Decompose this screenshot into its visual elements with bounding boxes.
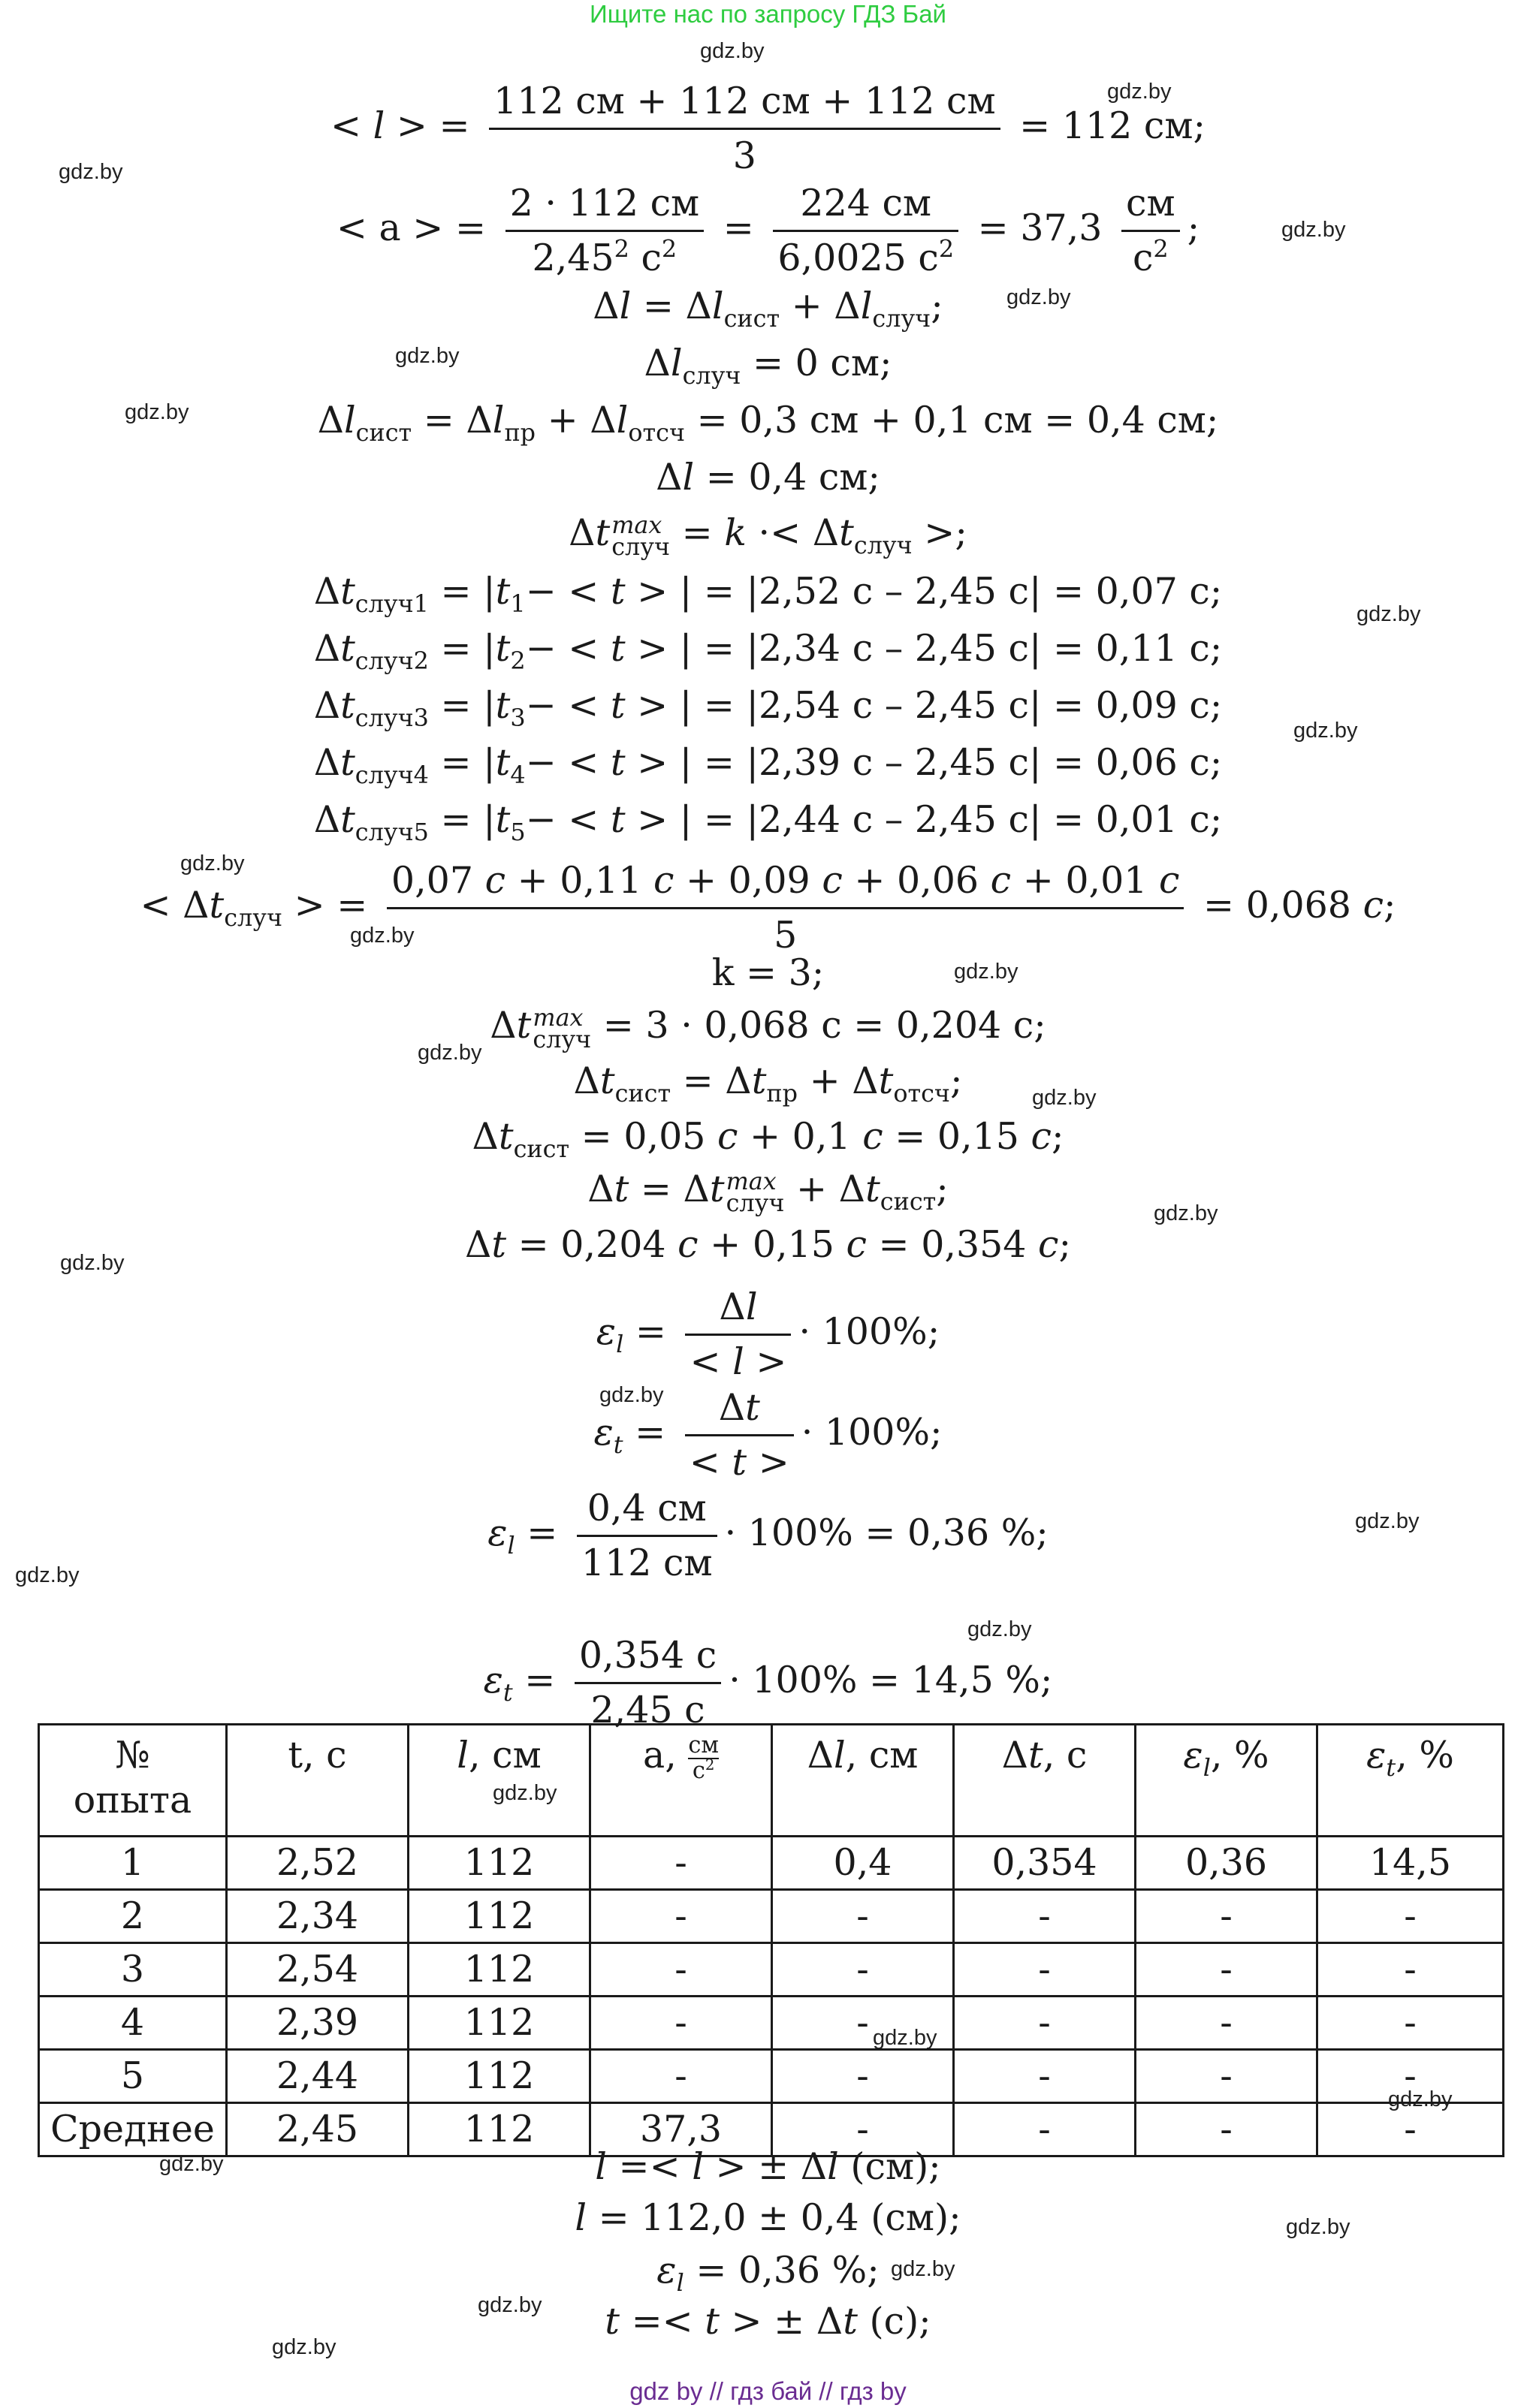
table-cell: - xyxy=(590,1943,772,1997)
watermark: gdz.by xyxy=(180,851,245,875)
header-eps-l: $\varepsilon_l$, % xyxy=(1136,1725,1317,1837)
table-row xyxy=(39,2050,1504,2103)
watermark: gdz.by xyxy=(59,160,123,184)
watermark: gdz.by xyxy=(125,400,189,424)
watermark: gdz.by xyxy=(1293,719,1358,743)
eq-eps-t-def: $\varepsilon_t$ = $\frac{\Delta t}{< t >}$ · 100%; xyxy=(0,1382,1536,1489)
watermark: gdz.by xyxy=(1281,218,1346,242)
table-row xyxy=(39,1997,1504,2050)
table-cell: 112 xyxy=(409,1997,590,2050)
table-cell: 2,44 xyxy=(227,2050,409,2103)
table-cell: - xyxy=(590,1997,772,2050)
table-cell: - xyxy=(1136,1943,1317,1997)
table-cell: 37,3 xyxy=(590,2103,772,2156)
eq-eps-t: $\varepsilon_t$ = $\frac{0,354 с}{2,45 с}$ · 100% = 14,5 %; xyxy=(0,1629,1536,1737)
table-cell: 2,34 xyxy=(227,1890,409,1943)
table-cell: - xyxy=(590,1890,772,1943)
eq-dl-sys: $\Delta l_{сист} = \Delta l_{пр} + \Delta l_{отсч} = 0,3$ см + 0,1 см = 0,4 см; xyxy=(317,399,1219,448)
header-dl: Δl, см xyxy=(772,1725,954,1837)
watermark: gdz.by xyxy=(954,960,1018,984)
table-cell: 112 xyxy=(409,1890,590,1943)
table-cell: - xyxy=(772,1890,954,1943)
eq-dt-sys: $\Delta t_{сист} = 0,05$ с + 0,1 с = 0,15 с; xyxy=(472,1115,1064,1164)
table-cell: - xyxy=(1317,1890,1504,1943)
table-cell: 2,45 xyxy=(227,2103,409,2156)
table-cell: 112 xyxy=(409,1837,590,1890)
watermark: gdz.by xyxy=(1154,1201,1218,1225)
table-cell: 3 xyxy=(39,1943,227,1997)
watermark: gdz.by xyxy=(395,344,460,368)
table-row xyxy=(39,1890,1504,1943)
watermark: gdz.by xyxy=(891,2257,955,2281)
footer-links: gdz by // гдз бай // гдз by xyxy=(629,2377,907,2405)
header-acceleration: a, $\frac{см}{с^2}$ xyxy=(590,1725,772,1837)
eq-dt-4: $\Delta t_{случ4} = |t_4- < t$ > | = |2,39 с – 2,45 с| = 0,06 с; xyxy=(313,741,1223,790)
eq-mean-acceleration: < a > = $\frac{2 \cdot 112 см}{2,45^2 с^2}$ = $\frac{224 см}{6,0025 с^2}$ = 37,3 $\frac{см}{с^2}$ ; xyxy=(0,177,1536,285)
table-cell: - xyxy=(590,1837,772,1890)
eq-eps-l-final: $\varepsilon_l = 0,36$ %; xyxy=(656,2249,880,2298)
watermark: gdz.by xyxy=(700,39,765,63)
table-cell: - xyxy=(1317,2103,1504,2156)
watermark: gdz.by xyxy=(493,1781,557,1805)
watermark: gdz.by xyxy=(873,2026,937,2050)
table-cell: 112 xyxy=(409,2103,590,2156)
table-cell: - xyxy=(1136,2103,1317,2156)
eq-dt-2: $\Delta t_{случ2} = |t_2- < t$ > | = |2,34 с – 2,45 с| = 0,11 с; xyxy=(313,627,1223,676)
watermark: gdz.by xyxy=(1006,285,1071,309)
table-cell: - xyxy=(772,1997,954,2050)
table-cell: - xyxy=(954,2050,1136,2103)
watermark: gdz.by xyxy=(1286,2215,1350,2239)
table-cell: 112 xyxy=(409,2050,590,2103)
table-cell: - xyxy=(1136,1890,1317,1943)
table-cell: 0,4 xyxy=(772,1837,954,1890)
eq-t-form: t =< t > ± Δt (с); xyxy=(605,2300,931,2343)
table-cell: - xyxy=(1317,1943,1504,1997)
table-cell: 2,52 xyxy=(227,1837,409,1890)
eq-mean-length: < l > = $\frac{112 см + 112 см + 112 см}{3}$ = 112 см; xyxy=(0,75,1536,182)
watermark: gdz.by xyxy=(60,1251,125,1275)
table-cell: 1 xyxy=(39,1837,227,1890)
eq-k: k = 3; xyxy=(711,951,825,994)
table-cell: - xyxy=(954,1997,1136,2050)
eq-dt-max-def: Δt max случ = $k \cdot< \Delta t_{случ}$ >; xyxy=(569,510,967,561)
table-cell: 14,5 xyxy=(1317,1837,1504,1890)
watermark: gdz.by xyxy=(159,2152,224,2176)
table-cell: - xyxy=(772,1943,954,1997)
watermark: gdz.by xyxy=(1356,602,1421,626)
header-length: l, см xyxy=(409,1725,590,1837)
eq-mean-dt: < $\Delta t_{случ}$ > = $\frac{0,07 с + 0,11 с + 0,09 с + 0,06 с + 0,01 с}{5}$ = 0,068 с; xyxy=(0,854,1536,962)
table-cell: 0,354 xyxy=(954,1837,1136,1890)
header-eps-t: $\varepsilon_t$, % xyxy=(1317,1725,1504,1837)
eq-eps-l: $\varepsilon_l$ = $\frac{0,4 см}{112 см}$ · 100% = 0,36 %; xyxy=(0,1482,1536,1590)
eq-dl: Δl = 0,4 см; xyxy=(656,456,880,499)
table-cell: - xyxy=(954,2103,1136,2156)
eq-dt-1: $\Delta t_{случ1} = |t_1- < t$ > | = |2,52 с – 2,45 с| = 0,07 с; xyxy=(313,570,1223,619)
results-table xyxy=(38,1723,1504,2157)
watermark: gdz.by xyxy=(1107,80,1172,104)
watermark: gdz.by xyxy=(1388,2087,1453,2111)
eq-dt-5: $\Delta t_{случ5} = |t_5- < t$ > | = |2,44 с – 2,45 с| = 0,01 с; xyxy=(313,798,1223,847)
table-cell: - xyxy=(1136,2050,1317,2103)
eq-dt-max: Δt max случ = 3 · 0,068 с = 0,204 с; xyxy=(490,1002,1046,1053)
watermark: gdz.by xyxy=(1032,1086,1097,1110)
table-cell: - xyxy=(1317,1997,1504,2050)
watermark: gdz.by xyxy=(350,924,415,948)
eq-dt-def: Δt = Δt max случ + $\Delta t_{сист}$; xyxy=(587,1166,949,1217)
table-header-row xyxy=(39,1725,1504,1837)
eq-eps-l-def: $\varepsilon_l$ = $\frac{\Delta l}{< l >}$ · 100%; xyxy=(0,1281,1536,1388)
table-cell: - xyxy=(1136,1997,1317,2050)
watermark: gdz.by xyxy=(1355,1509,1420,1533)
table-cell: - xyxy=(772,2103,954,2156)
table-cell: 112 xyxy=(409,1943,590,1997)
header-dt: Δt, с xyxy=(954,1725,1136,1837)
table-cell: 4 xyxy=(39,1997,227,2050)
eq-dt: Δt = 0,204 с + 0,15 с = 0,354 с; xyxy=(464,1223,1072,1266)
eq-l-result: l = 112,0 ± 0,4 (см); xyxy=(575,2196,961,2239)
table-cell: Среднее xyxy=(39,2103,227,2156)
table-cell: - xyxy=(954,1890,1136,1943)
table-cell: - xyxy=(1317,2050,1504,2103)
table-cell: 2,54 xyxy=(227,1943,409,1997)
eq-l-form: l =< l > ± Δl (см); xyxy=(595,2145,941,2188)
eq-dt-sys-def: $\Delta t_{сист} = \Delta t_{пр} + \Delta t_{отсч}$; xyxy=(573,1059,963,1108)
table-cell: - xyxy=(954,1943,1136,1997)
eq-dl-rand: $\Delta l_{случ} = 0$ см; xyxy=(644,342,892,390)
watermark: gdz.by xyxy=(418,1041,482,1065)
header-trial: № опыта xyxy=(39,1725,227,1837)
watermark: gdz.by xyxy=(15,1563,80,1587)
watermark: gdz.by xyxy=(599,1383,664,1407)
table-cell: 2,39 xyxy=(227,1997,409,2050)
watermark: gdz.by xyxy=(967,1617,1032,1641)
table-row xyxy=(39,1837,1504,1890)
table-cell: - xyxy=(772,2050,954,2103)
table-cell: 2 xyxy=(39,1890,227,1943)
header-time: t, с xyxy=(227,1725,409,1837)
watermark: gdz.by xyxy=(478,2293,542,2317)
table-cell: 5 xyxy=(39,2050,227,2103)
eq-dt-3: $\Delta t_{случ3} = |t_3- < t$ > | = |2,54 с – 2,45 с| = 0,09 с; xyxy=(313,684,1223,733)
eq-dl-def: $\Delta l = \Delta l_{сист} + \Delta l_{случ}$; xyxy=(593,285,943,333)
promo-header: Ищите нас по запросу ГДЗ Бай xyxy=(590,0,946,28)
watermark: gdz.by xyxy=(272,2335,336,2359)
table-cell: 0,36 xyxy=(1136,1837,1317,1890)
table-row xyxy=(39,1943,1504,1997)
table-cell: - xyxy=(590,2050,772,2103)
